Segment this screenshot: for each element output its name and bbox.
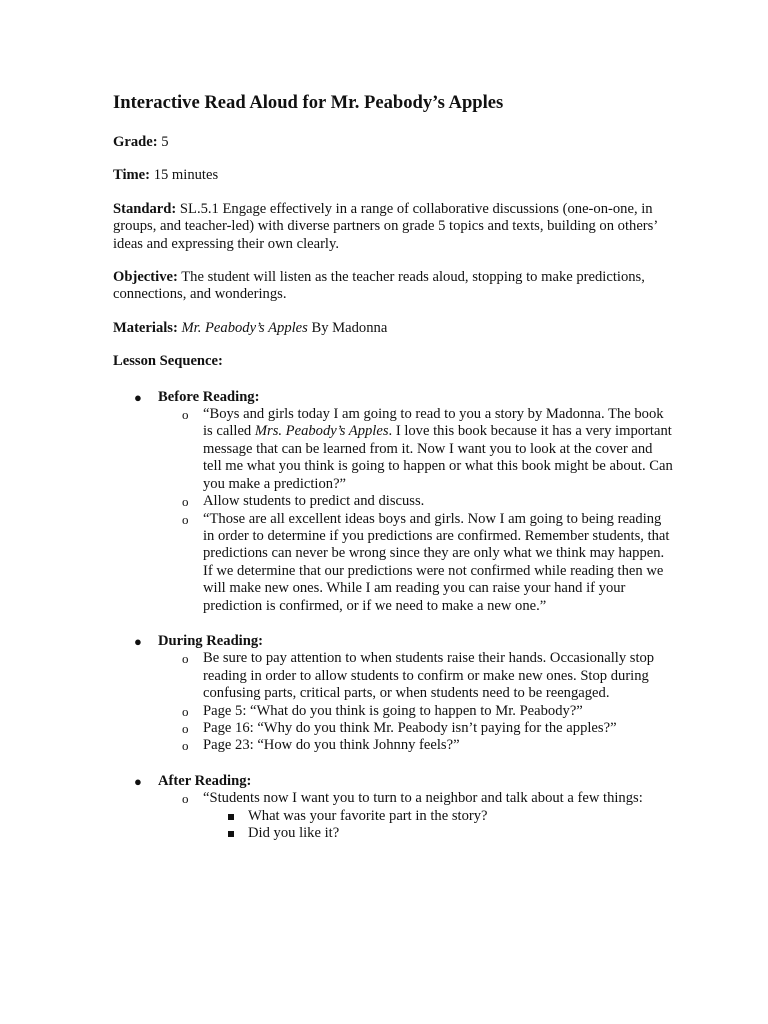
standard-paragraph [113, 201, 673, 253]
grade-line [113, 134, 673, 151]
materials-author: By Madonna [311, 319, 388, 336]
during-reading-heading: During Reading: [158, 632, 264, 649]
circle-bullet-icon: o [182, 791, 189, 807]
circle-bullet-icon: o [182, 703, 189, 719]
section-after-reading [113, 773, 673, 843]
time-line [113, 167, 673, 184]
after-sub-2-text: Did you like it? [248, 825, 340, 841]
before-reading-list [158, 406, 673, 615]
objective-paragraph [113, 269, 673, 304]
document-page [113, 92, 673, 842]
circle-bullet-icon: o [182, 651, 189, 667]
circle-bullet-icon: o [182, 720, 189, 736]
standard-label: Standard: [113, 200, 177, 217]
list-item [158, 511, 673, 615]
bullet-icon: ● [134, 389, 142, 405]
section-during-reading [113, 633, 673, 755]
before-reading-heading: Before Reading: [158, 388, 260, 405]
before-item-1-book-title: Mrs. Peabody’s Apples [254, 423, 389, 440]
after-reading-sublist [203, 808, 673, 843]
section-before-reading [113, 389, 673, 615]
list-item [158, 790, 673, 842]
circle-bullet-icon: o [182, 407, 189, 423]
list-item [158, 406, 673, 493]
circle-bullet-icon: o [182, 511, 189, 527]
circle-bullet-icon: o [182, 494, 189, 510]
before-item-1-text-b: . I love this book because it has a very important message that can be learned from it. Now I want you to look at the cover and tell me what you think is going to happen or what this book might be about. Can you make a prediction?” [203, 423, 673, 492]
materials-line [113, 320, 673, 337]
list-item [158, 650, 673, 702]
during-reading-list [158, 650, 673, 754]
lesson-sequence-list [113, 389, 673, 843]
grade-label: Grade: [113, 134, 158, 150]
during-item-4-text: Page 23: “How do you think Johnny feels?” [203, 737, 460, 754]
objective-text: The student will listen as the teacher reads aloud, stopping to make predictions, connections, and wonderings. [113, 269, 645, 303]
list-item [158, 703, 673, 720]
list-item [203, 808, 673, 825]
document-title: Interactive Read Aloud for Mr. Peabody’s Apples [113, 92, 504, 113]
before-item-2-text: Allow students to predict and discuss. [203, 493, 425, 510]
bullet-icon: ● [134, 633, 142, 649]
materials-label: Materials: [113, 319, 178, 336]
circle-bullet-icon: o [182, 738, 189, 754]
grade-value: 5 [161, 134, 169, 150]
list-item [158, 737, 673, 754]
time-label: Time: [113, 167, 151, 184]
after-reading-list [158, 790, 673, 842]
square-bullet-icon [228, 814, 234, 820]
square-bullet-icon [228, 831, 234, 837]
after-item-1-text: “Students now I want you to turn to a neighbor and talk about a few things: [203, 790, 643, 807]
list-item [158, 493, 673, 510]
during-item-1-text: Be sure to pay attention to when students raise their hands. Occasionally stop reading in order to allow students to confirm or make new ones. Stop during confusing parts, critical parts, or when students need to be reengaged. [203, 650, 655, 702]
bullet-icon: ● [134, 773, 142, 789]
after-sub-1-text: What was your favorite part in the story? [248, 807, 488, 824]
list-item [158, 720, 673, 737]
objective-label: Objective: [113, 269, 178, 286]
after-reading-heading: After Reading: [158, 772, 252, 789]
before-item-1-text-a: “Boys and girls today I am going to read to you a story by Madonna. The book is called [203, 406, 664, 440]
list-item [203, 825, 673, 842]
standard-text: SL.5.1 Engage effectively in a range of collaborative discussions (one-on-one, in groups, and teacher-led) with diverse partners on grade 5 topics and texts, building on others’ ideas and expressing their own clearly. [113, 200, 658, 252]
time-value: 15 minutes [153, 167, 219, 184]
before-item-3-text: “Those are all excellent ideas boys and girls. Now I am going to being reading in order to determine if you predictions are confirmed. Remember students, that predictions can never be wrong since they are only what we think may happen. If we determine that our predictions were not confirmed while reading then we will make new ones. While I am reading you can raise your hand if your prediction is confirmed, or if we need to make a new one.” [203, 510, 670, 614]
during-item-3-text: Page 16: “Why do you think Mr. Peabody isn’t paying for the apples?” [203, 719, 617, 736]
materials-book-title: Mr. Peabody’s Apples [181, 319, 308, 336]
during-item-2-text: Page 5: “What do you think is going to happen to Mr. Peabody?” [203, 702, 583, 719]
lesson-sequence-heading: Lesson Sequence: [113, 353, 223, 370]
